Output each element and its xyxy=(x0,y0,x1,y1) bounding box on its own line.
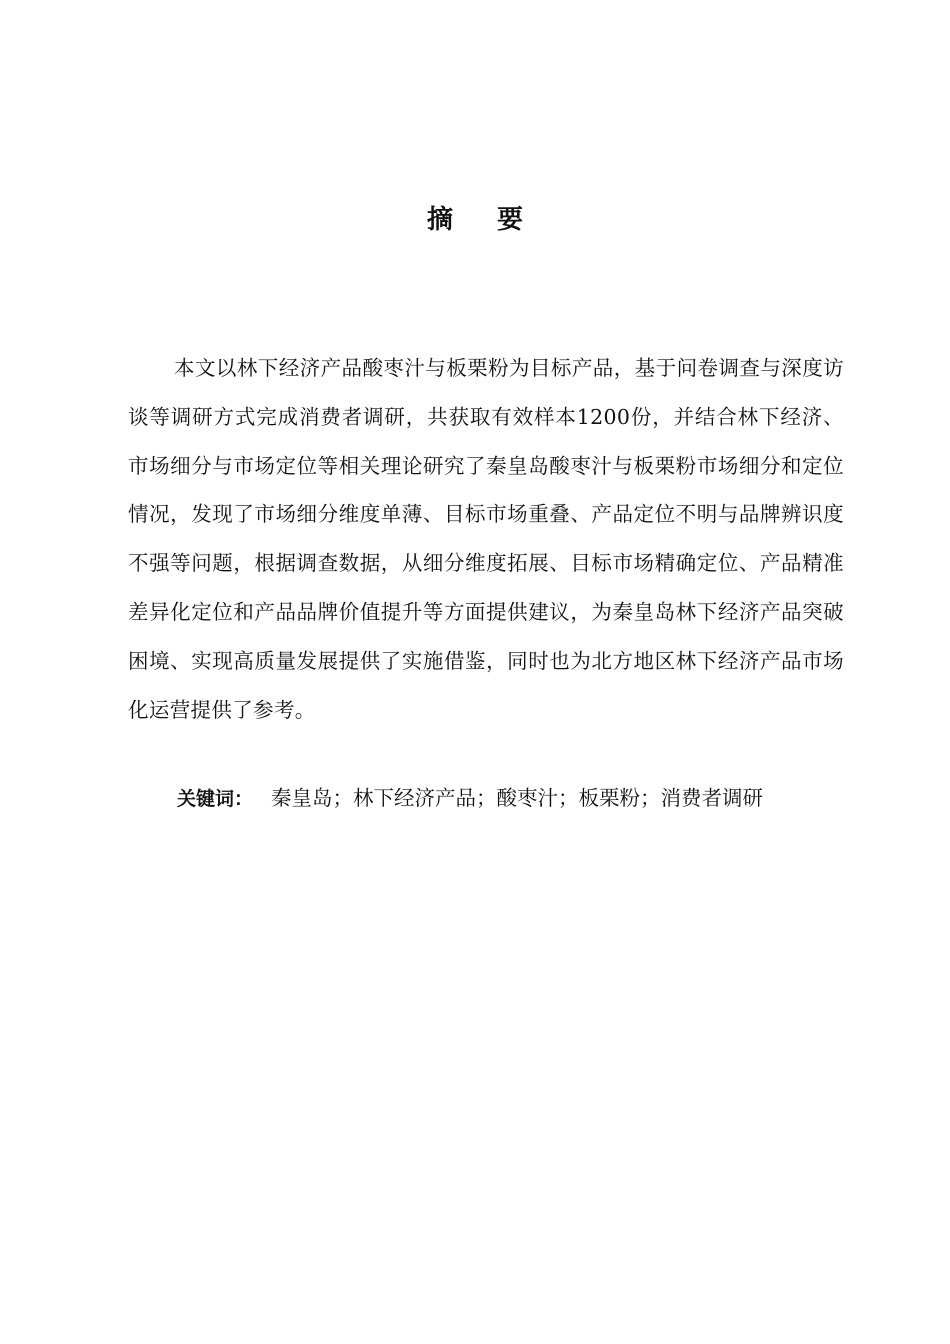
keywords-value: 秦皇岛；林下经济产品；酸枣汁；板栗粉；消费者调研 xyxy=(271,786,764,810)
keywords-label: 关键词： xyxy=(177,788,254,810)
title-char-1: 摘 xyxy=(426,205,453,235)
title-char-2: 要 xyxy=(497,205,524,235)
keywords-line xyxy=(177,776,857,821)
page-title xyxy=(0,200,950,240)
abstract-body: 本文以林下经济产品酸枣汁与板栗粉为目标产品，基于问卷调查与深度访谈等调研方式完成消费者调研，共获取有效样本1200份，并结合林下经济、市场细分与市场定位等相关理论研究了秦皇岛酸枣汁与板栗粉市场细分和定位情况，发现了市场细分维度单薄、目标市场重叠、产品定位不明与品牌辨识度不强等问题，根据调查数据，从细分维度拓展、目标市场精确定位、产品精准差异化定位和产品品牌价值提升等方面提供建议，为秦皇岛林下经济产品突破困境、实现高质量发展提供了实施借鉴，同时也为北方地区林下经济产品市场化运营提供了参考。 xyxy=(128,356,844,722)
